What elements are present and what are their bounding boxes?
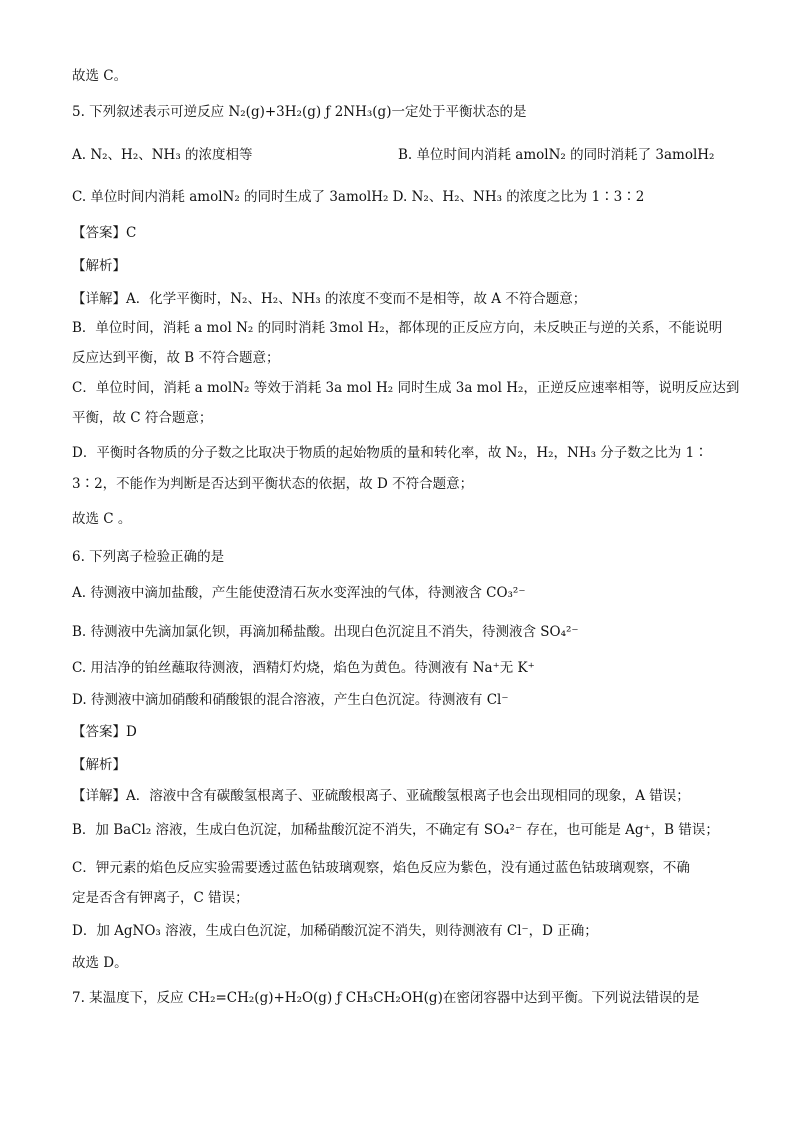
q5-detail-c-1: C．单位时间，消耗 a molN₂ 等效于消耗 3a mol H₂ 同时生成 3a mol H₂，正逆反应速率相等，说明反应达到 [72,380,740,396]
q6-option-a: A. 待测液中滴加盐酸，产生能使澄清石灰水变浑浊的气体，待测液含 CO₃²⁻ [72,585,526,601]
q6-detail-a: 【详解】A．溶液中含有碳酸氢根离子、亚硫酸根离子、亚硫酸氢根离子也会出现相同的现象，A 错误； [72,788,690,804]
question-5-stem: 5. 下列叙述表示可逆反应 N₂(g)+3H₂(g) ƒ 2NH₃(g)一定处于平衡状态的是 [72,104,527,120]
q5-detail-b-1: B．单位时间，消耗 a mol N₂ 的同时消耗 3mol H₂，都体现的正反应方向，未反映正与逆的关系，不能说明 [72,320,723,336]
q5-detail-d-1: D．平衡时各物质的分子数之比取决于物质的起始物质的量和转化率，故 N₂，H₂，NH₃ 分子数之比为 1∶ [72,445,708,461]
q5-option-b: B. 单位时间内消耗 amolN₂ 的同时消耗了 3amolH₂ [398,147,715,163]
question-7-stem: 7. 某温度下，反应 CH₂=CH₂(g)+H₂O(g) ƒ CH₃CH₂OH(g)在密闭容器中达到平衡。下列说法错误的是 [72,990,700,1006]
q5-option-c-d: C. 单位时间内消耗 amolN₂ 的同时生成了 3amolH₂ D. N₂、H₂、NH₃ 的浓度之比为 1∶3∶2 [72,189,645,205]
q5-answer: 【答案】C [72,225,137,241]
q5-analysis-heading: 【解析】 [72,258,126,274]
q5-option-a: A. N₂、H₂、NH₃ 的浓度相等 [72,147,253,163]
conclusion-q6: 故选 D。 [72,955,128,971]
q6-option-d: D. 待测液中滴加硝酸和硝酸银的混合溶液，产生白色沉淀。待测液有 Cl⁻ [72,692,509,708]
conclusion-q4: 故选 C。 [72,68,128,84]
q6-answer: 【答案】D [72,724,137,740]
q5-detail-d-2: 3∶2，不能作为判断是否达到平衡状态的依据，故 D 不符合题意； [72,476,474,492]
q6-detail-c-1: C．钾元素的焰色反应实验需要透过蓝色钴玻璃观察，焰色反应为紫色，没有通过蓝色钴玻璃观察，不确 [72,860,690,876]
q6-option-b: B. 待测液中先滴加氯化钡，再滴加稀盐酸。出现白色沉淀且不消失，待测液含 SO₄²⁻ [72,624,579,640]
q6-detail-d: D．加 AgNO₃ 溶液，生成白色沉淀，加稀硝酸沉淀不消失，则待测液有 Cl⁻，D 正确； [72,923,598,939]
q5-detail-b-2: 反应达到平衡，故 B 不符合题意； [72,350,280,366]
conclusion-q5: 故选 C 。 [72,511,132,527]
q6-detail-b: B．加 BaCl₂ 溶液，生成白色沉淀，加稀盐酸沉淀不消失，不确定有 SO₄²⁻ 存在，也可能是 Ag⁺，B 错误； [72,822,719,838]
q6-analysis-heading: 【解析】 [72,757,126,773]
q6-option-c: C. 用洁净的铂丝蘸取待测液，酒精灯灼烧，焰色为黄色。待测液有 Na⁺无 K⁺ [72,660,535,676]
q5-detail-c-2: 平衡，故 C 符合题意； [72,410,213,426]
question-6-stem: 6. 下列离子检验正确的是 [72,549,225,565]
q5-detail-a: 【详解】A．化学平衡时，N₂、H₂、NH₃ 的浓度不变而不是相等，故 A 不符合题意； [72,291,587,307]
q6-detail-c-2: 定是否含有钾离子，C 错误； [72,890,249,906]
